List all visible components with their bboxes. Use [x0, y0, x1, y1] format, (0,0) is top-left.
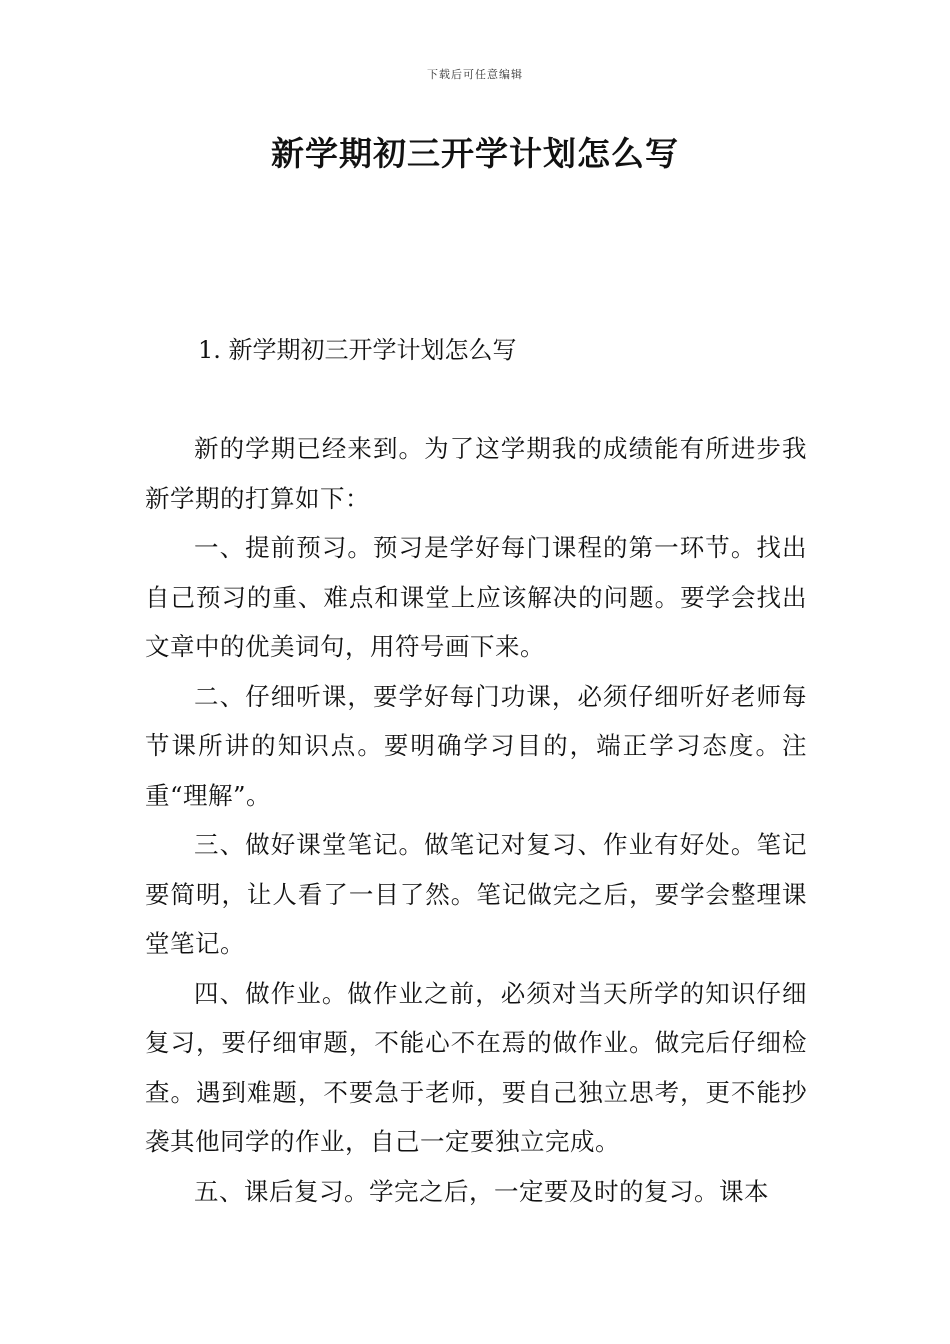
paragraph-notes: 三、做好课堂笔记。做笔记对复习、作业有好处。笔记要简明，让人看了一目了然。笔记做完之后，要学会整理课堂笔记。 [145, 830, 807, 958]
header-note: 下载后可任意编辑 [427, 68, 523, 81]
body-text [145, 424, 807, 1216]
document-title: 新学期初三开学计划怎么写 [271, 134, 679, 173]
paragraph-preview: 一、提前预习。预习是学好每门课程的第一环节。找出自己预习的重、难点和课堂上应该解决的问题。要学会找出文章中的优美词句，用符号画下来。 [145, 533, 807, 661]
paragraph-intro: 新的学期已经来到。为了这学期我的成绩能有所进步我新学期的打算如下： [145, 434, 807, 513]
paragraph-listen: 二、仔细听课，要学好每门功课，必须仔细听好老师每节课所讲的知识点。要明确学习目的，端正学习态度。注重“理解”。 [145, 681, 807, 810]
section-heading: 1. 新学期初三开学计划怎么写 [198, 336, 517, 364]
paragraph-review: 五、课后复习。学完之后，一定要及时的复习。课本 [194, 1176, 769, 1206]
paragraph-homework: 四、做作业。做作业之前，必须对当天所学的知识仔细复习，要仔细审题，不能心不在焉的做作业。做完后仔细检查。遇到难题，不要急于老师，要自己独立思考，更不能抄袭其他同学的作业，自己一定要独立完成。 [145, 978, 807, 1156]
